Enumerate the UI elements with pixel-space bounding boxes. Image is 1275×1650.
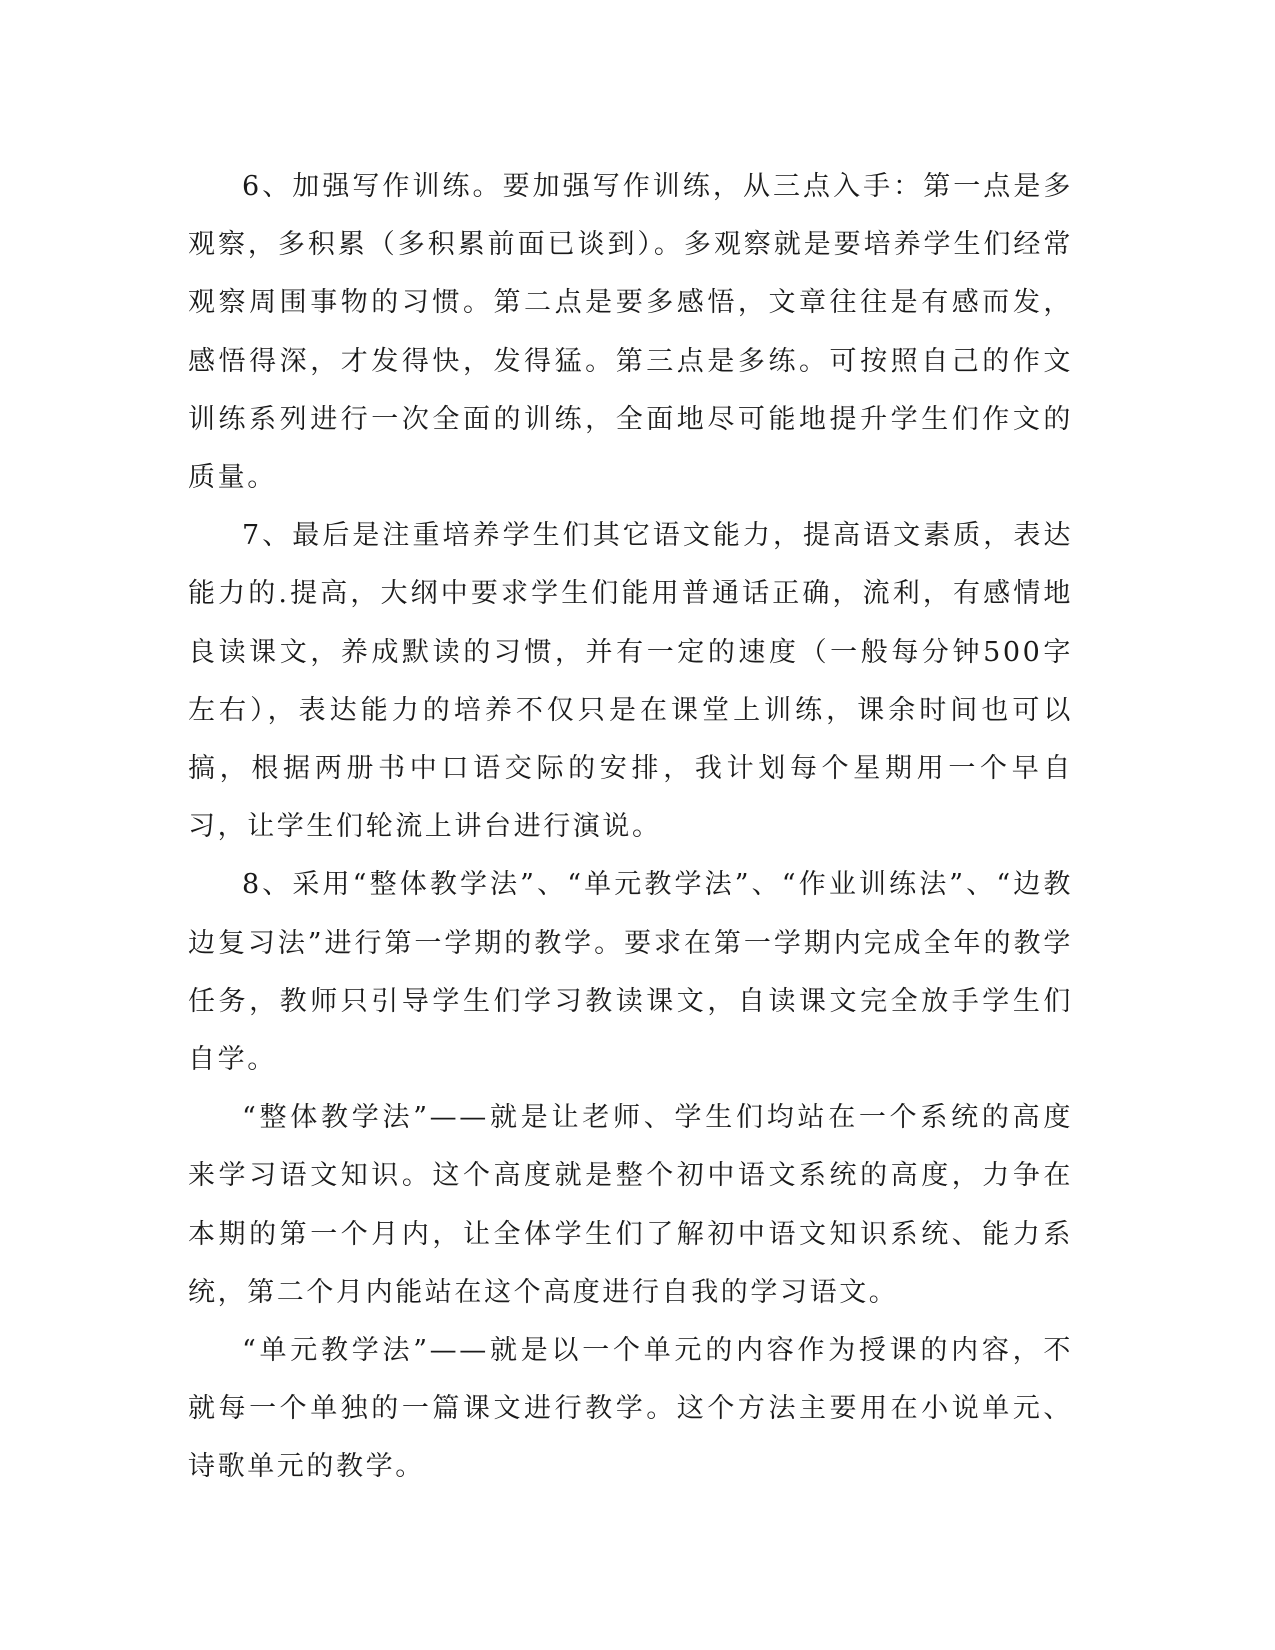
paragraph-unit-method: “单元教学法”——就是以一个单元的内容作为授课的内容，不就每一个单独的一篇课文进行教学。这个方法主要用在小说单元、诗歌单元的教学。 (188, 1335, 1073, 1483)
document-body (188, 158, 1073, 1497)
paragraph-language-ability: 7、最后是注重培养学生们其它语文能力，提高语文素质，表达能力的.提高，大纲中要求学生们能用普通话正确，流利，有感情地良读课文，养成默读的习惯，并有一定的速度（一般每分钟500字左右），表达能力的培养不仅只是在课堂上训练，课余时间也可以搞，根据两册书中口语交际的安排，我计划每个星期用一个早自习，让学生们轮流上讲台进行演说。 (188, 520, 1073, 843)
paragraph-teaching-methods: 8、采用“整体教学法”、“单元教学法”、“作业训练法”、“边教边复习法”进行第一学期的教学。要求在第一学期内完成全年的教学任务，教师只引导学生们学习教读课文，自读课文完全放手学生们自学。 (188, 869, 1073, 1076)
paragraph-writing-training: 6、加强写作训练。要加强写作训练，从三点入手：第一点是多观察，多积累（多积累前面已谈到）。多观察就是要培养学生们经常观察周围事物的习惯。第二点是要多感悟，文章往往是有感而发，感悟得深，才发得快，发得猛。第三点是多练。可按照自己的作文训练系列进行一次全面的训练，全面地尽可能地提升学生们作文的质量。 (188, 171, 1073, 494)
paragraph-holistic-method: “整体教学法”——就是让老师、学生们均站在一个系统的高度来学习语文知识。这个高度就是整个初中语文系统的高度，力争在本期的第一个月内，让全体学生们了解初中语文知识系统、能力系统，第二个月内能站在这个高度进行自我的学习语文。 (188, 1102, 1073, 1308)
